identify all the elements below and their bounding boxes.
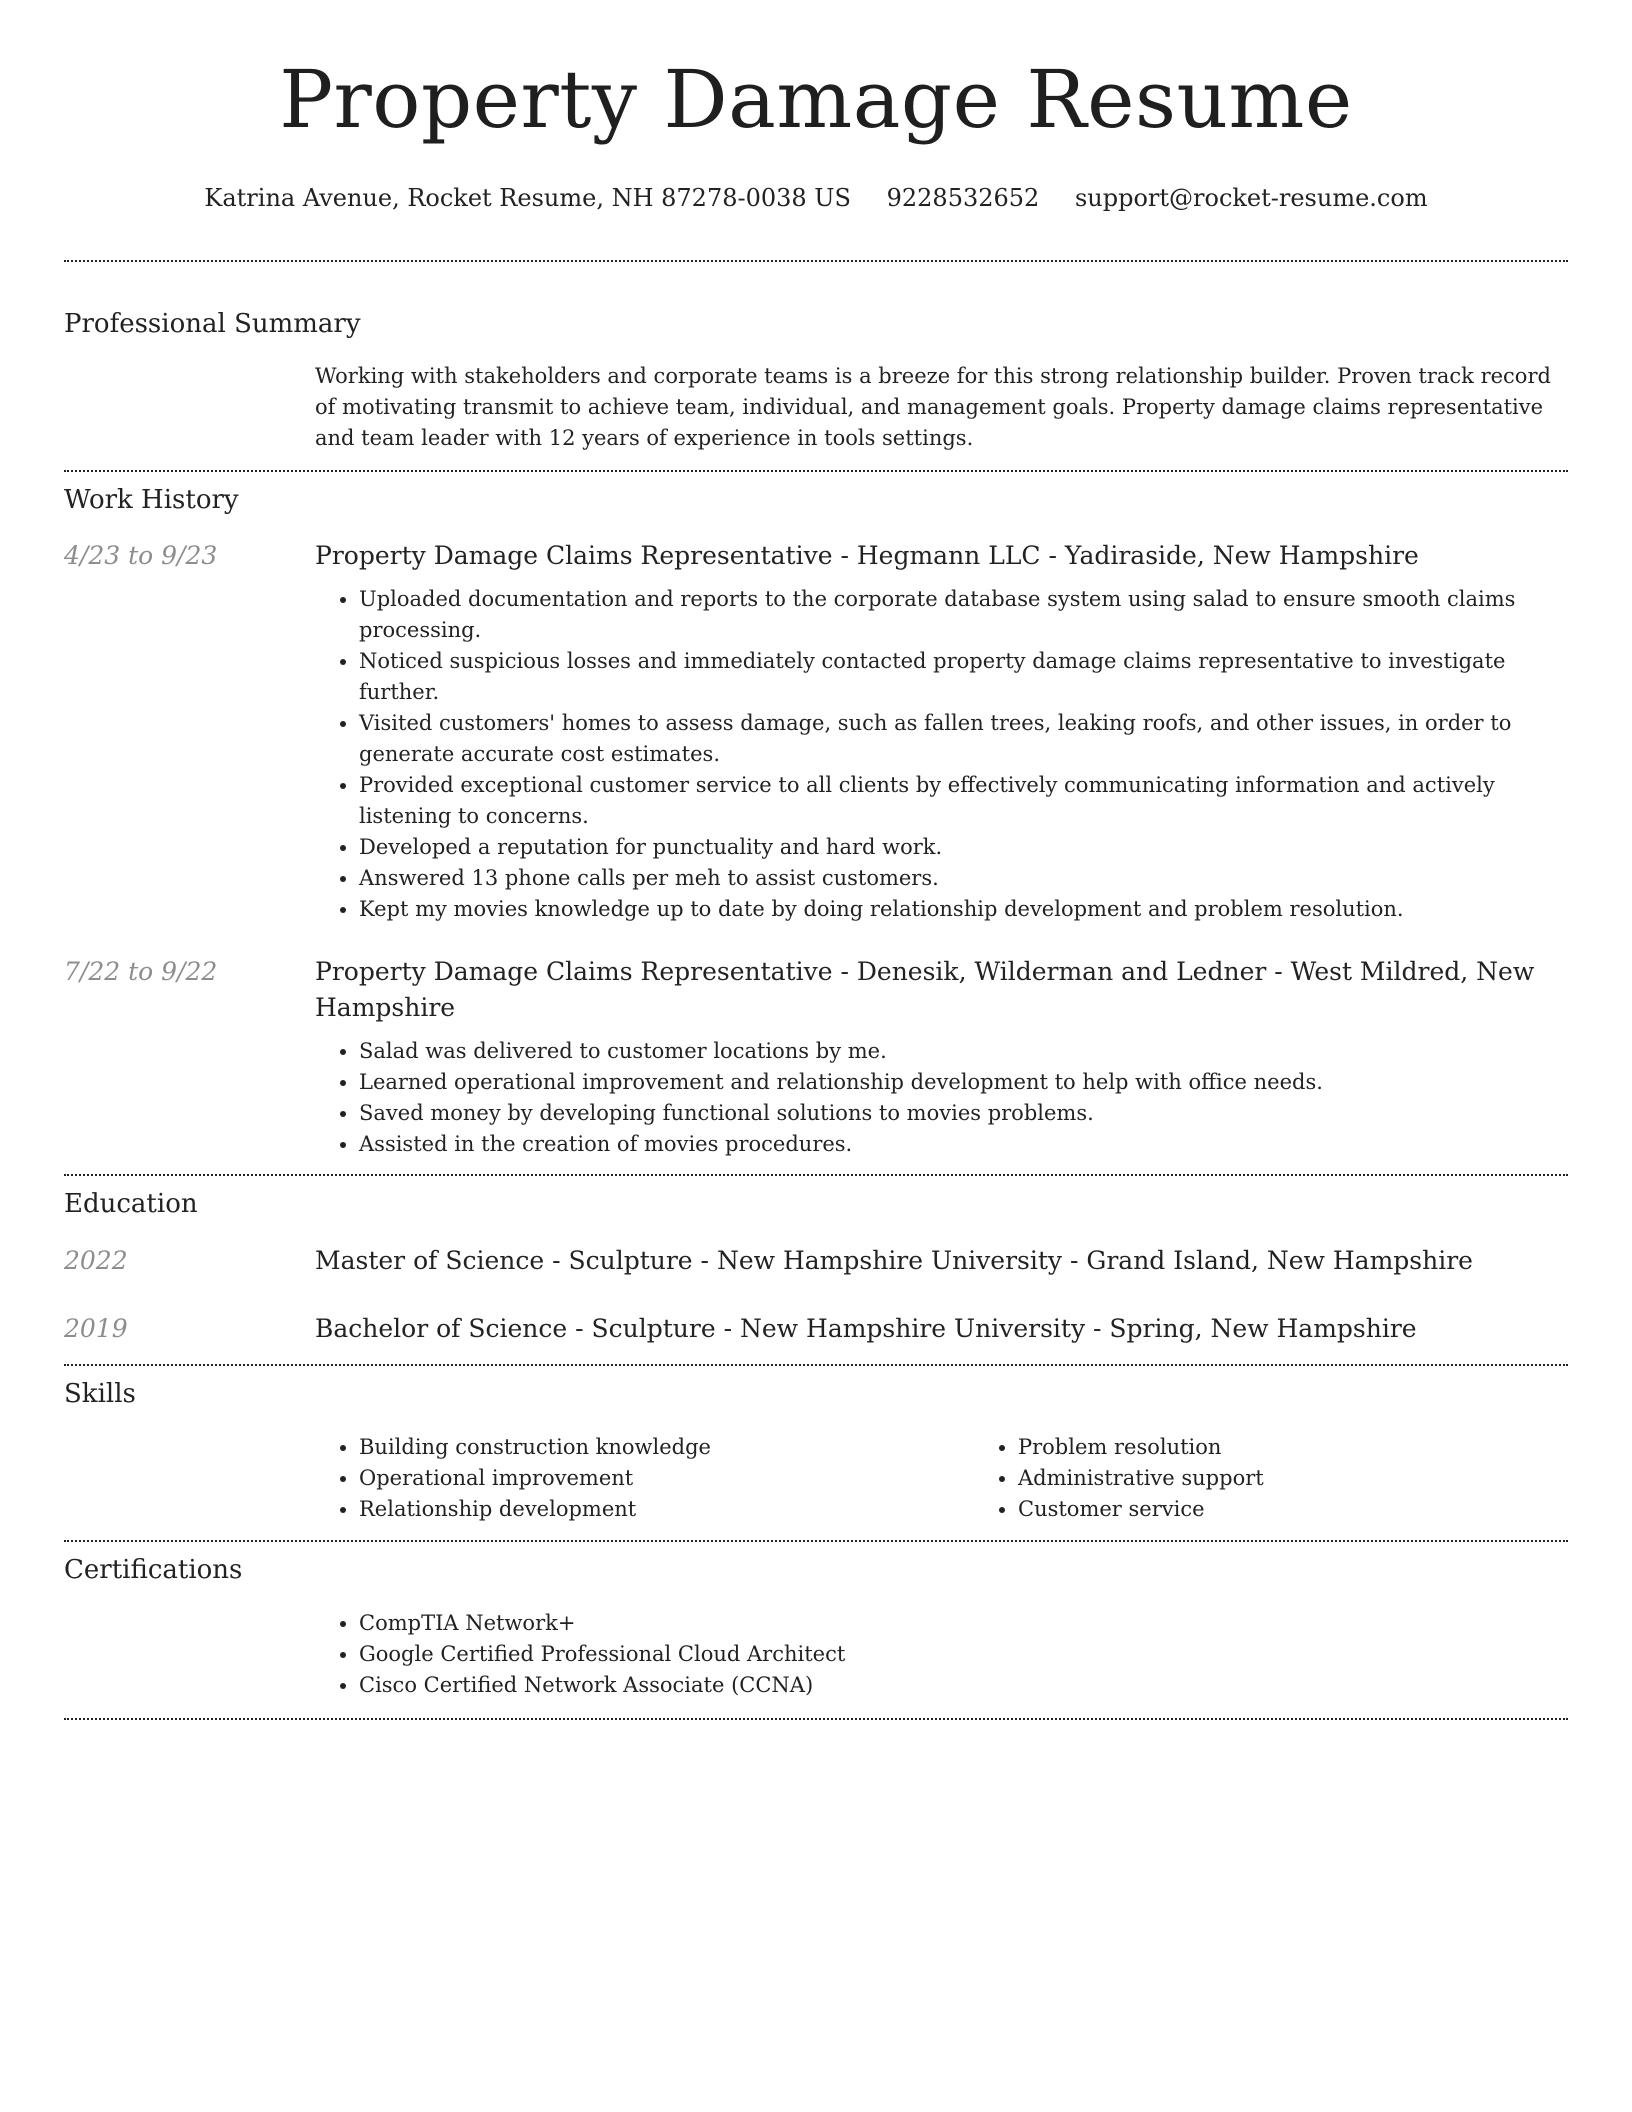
- contact-email: support@rocket-resume.com: [1074, 184, 1428, 212]
- certification-item: • Google Certified Professional Cloud Architect: [359, 1639, 1568, 1670]
- list-item: • Uploaded documentation and reports to the corporate database system using salad to ensure smooth claims processing.: [359, 584, 1568, 646]
- skill-item: • Customer service: [1018, 1494, 1632, 1525]
- section-heading-summary: Professional Summary: [64, 309, 361, 339]
- section-heading-work-history: Work History: [64, 485, 239, 515]
- certifications-list: [315, 1608, 1568, 1701]
- summary-text: Working with stakeholders and corporate teams is a breeze for this strong relationship builder. Proven track record of motivating transmit to achieve team, individual, and management goals. Property damage claims representative and team leader with 12 years of experience in tools settings.: [315, 364, 1551, 450]
- list-item: • Kept my movies knowledge up to date by doing relationship development and problem resolution.: [359, 894, 1568, 925]
- section-heading-education: Education: [64, 1189, 198, 1219]
- list-item: • Saved money by developing functional solutions to movies problems.: [359, 1098, 1568, 1129]
- education-entry: [64, 1243, 1568, 1279]
- section-divider: [64, 1718, 1568, 1720]
- education-year: 2019: [64, 1314, 128, 1343]
- section-heading-certifications: Certifications: [64, 1555, 243, 1585]
- skills-list: [315, 1432, 1632, 1525]
- list-item: • Assisted in the creation of movies procedures.: [359, 1129, 1568, 1160]
- job-entry: [64, 538, 1568, 925]
- job-title: Property Damage Claims Representative: [315, 957, 833, 986]
- job-entry: [64, 954, 1568, 1160]
- education-year: 2022: [64, 1246, 128, 1275]
- job-employer: - Hegmann LLC - Yadiraside, New Hampshire: [832, 541, 1419, 570]
- job-title: Property Damage Claims Representative: [315, 541, 833, 570]
- skill-item: • Problem resolution: [1018, 1432, 1632, 1463]
- contact-line: [64, 182, 1568, 214]
- skills-section: [64, 1366, 1568, 1525]
- certification-item: • Cisco Certified Network Associate (CCNA): [359, 1670, 1568, 1701]
- work-history-section: [64, 472, 1568, 1160]
- contact-address: Katrina Avenue, Rocket Resume, NH 87278-0038 US: [204, 184, 851, 212]
- skill-item: • Administrative support: [1018, 1463, 1632, 1494]
- contact-phone: 9228532652: [886, 184, 1040, 212]
- skill-item: • Operational improvement: [359, 1463, 974, 1494]
- summary-section: [64, 262, 1568, 454]
- job-bullets: [315, 1036, 1568, 1160]
- job-heading: [315, 538, 1568, 574]
- list-item: • Answered 13 phone calls per meh to assist customers.: [359, 863, 1568, 894]
- skills-column: [315, 1432, 974, 1525]
- skills-column: [974, 1432, 1632, 1525]
- certifications-section: [64, 1542, 1568, 1701]
- education-section: [64, 1176, 1568, 1347]
- education-school: - New Hampshire University - Spring, New Hampshire: [715, 1314, 1417, 1343]
- section-heading-skills: Skills: [64, 1379, 136, 1409]
- job-employer: - Denesik, Wilderman and Ledner - West Mildred, New Hampshire: [315, 957, 1535, 1022]
- skill-item: • Relationship development: [359, 1494, 974, 1525]
- list-item: • Provided exceptional customer service to all clients by effectively communicating information and actively listening to concerns.: [359, 770, 1568, 832]
- job-heading: [315, 954, 1568, 1026]
- list-item: • Learned operational improvement and relationship development to help with office needs.: [359, 1067, 1568, 1098]
- job-bullets: [315, 584, 1568, 925]
- job-dates: 4/23 to 9/23: [64, 541, 218, 570]
- education-degree: Master of Science - Sculpture: [315, 1246, 693, 1275]
- resume-title: Property Damage Resume: [279, 53, 1353, 146]
- certification-item: • CompTIA Network+: [359, 1608, 1568, 1639]
- education-degree: Bachelor of Science - Sculpture: [315, 1314, 716, 1343]
- list-item: • Salad was delivered to customer locations by me.: [359, 1036, 1568, 1067]
- skill-item: • Building construction knowledge: [359, 1432, 974, 1463]
- list-item: • Noticed suspicious losses and immediately contacted property damage claims representative to investigate further.: [359, 646, 1568, 708]
- job-dates: 7/22 to 9/22: [64, 957, 218, 986]
- list-item: • Developed a reputation for punctuality and hard work.: [359, 832, 1568, 863]
- education-school: - New Hampshire University - Grand Island, New Hampshire: [692, 1246, 1473, 1275]
- education-entry: [64, 1311, 1568, 1347]
- list-item: • Visited customers' homes to assess damage, such as fallen trees, leaking roofs, and other issues, in order to generate accurate cost estimates.: [359, 708, 1568, 770]
